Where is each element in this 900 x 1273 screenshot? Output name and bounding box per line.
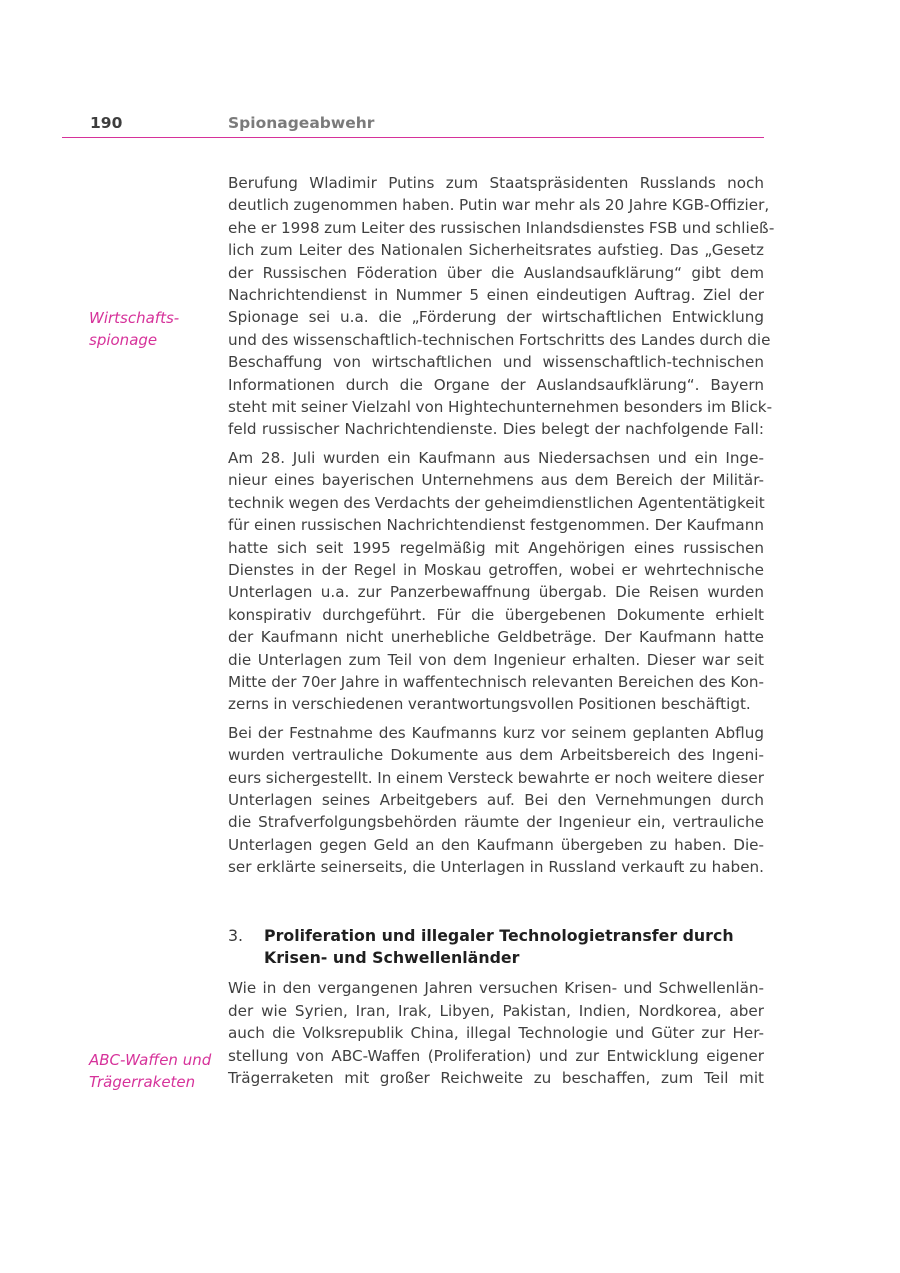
text-line: Mitte der 70er Jahre in waffentechnisch relevanten Bereichen des Kon- bbox=[228, 672, 764, 691]
section-heading bbox=[228, 925, 764, 970]
text-line: zerns in verschiedenen verantwortungsvollen Positionen beschäftigt. bbox=[228, 695, 751, 714]
section-title-line: Krisen- und Schwellenländer bbox=[264, 948, 520, 967]
paragraph bbox=[228, 722, 764, 879]
text-line: lich zum Leiter des Nationalen Sicherheitsrates aufstieg. Das „Gesetz bbox=[228, 241, 764, 260]
margin-note-line: Wirtschafts- bbox=[89, 309, 180, 327]
page-number: 190 bbox=[90, 114, 123, 132]
text-line: Nachrichtendienst in Nummer 5 einen eindeutigen Auftrag. Ziel der bbox=[228, 286, 764, 305]
text-line: der Kaufmann nicht unerhebliche Geldbeträge. Der Kaufmann hatte bbox=[228, 628, 764, 647]
running-title: Spionageabwehr bbox=[228, 114, 375, 132]
text-line: Informationen durch die Organe der Auslandsaufklärung“. Bayern bbox=[228, 375, 764, 394]
text-line: die Unterlagen zum Teil von dem Ingenieur erhalten. Dieser war seit bbox=[228, 650, 764, 669]
text-line: Bei der Festnahme des Kaufmanns kurz vor seinem geplanten Abflug bbox=[228, 723, 764, 742]
text-line: eurs sichergestellt. In einem Versteck bewahrte er noch weitere dieser bbox=[228, 768, 764, 787]
margin-note-abc-waffen bbox=[89, 1049, 219, 1094]
text-line: steht mit seiner Vielzahl von Hightechunternehmen besonders im Blick- bbox=[228, 398, 773, 417]
text-line: Berufung Wladimir Putins zum Staatspräsidenten Russlands noch bbox=[228, 174, 764, 192]
text-line: für einen russischen Nachrichtendienst festgenommen. Der Kaufmann bbox=[228, 516, 764, 535]
section-number: 3. bbox=[228, 925, 244, 945]
text-line: ser erklärte seinerseits, die Unterlagen in Russland verkauft zu haben. bbox=[228, 858, 764, 877]
text-line: hatte sich seit 1995 regelmäßig mit Angehörigen eines russischen bbox=[228, 538, 764, 557]
text-line: wurden vertrauliche Dokumente aus dem Arbeitsbereich des Ingeni- bbox=[228, 746, 764, 765]
section-title-line: Proliferation und illegaler Technologietransfer durch bbox=[264, 925, 734, 945]
paragraph bbox=[228, 447, 764, 716]
text-line: Spionage sei u.a. die „Förderung der wirtschaftlichen Entwicklung bbox=[228, 308, 764, 327]
text-line: technik wegen des Verdachts der geheimdienstlichen Agententätigkeit bbox=[228, 493, 765, 512]
text-line: auch die Volksrepublik China, illegal Technologie und Güter zur Her- bbox=[228, 1024, 764, 1043]
text-line: konspirativ durchgeführt. Für die übergebenen Dokumente erhielt bbox=[228, 605, 764, 624]
margin-note-line: spionage bbox=[89, 331, 158, 350]
text-line: ehe er 1998 zum Leiter des russischen Inlandsdienstes FSB und schließ- bbox=[228, 218, 775, 237]
text-line: Unterlagen u.a. zur Panzerbewaffnung übergab. Die Reisen wurden bbox=[228, 583, 764, 602]
page-header bbox=[62, 112, 764, 138]
text-line: deutlich zugenommen haben. Putin war mehr als 20 Jahre KGB-Offizier, bbox=[228, 196, 770, 215]
text-line: Wie in den vergangenen Jahren versuchen Krisen- und Schwellenlän- bbox=[228, 979, 764, 998]
text-line: stellung von ABC-Waffen (Proliferation) und zur Entwicklung eigener bbox=[228, 1046, 764, 1065]
margin-note-wirtschaftsspionage bbox=[89, 307, 219, 352]
text-line: und des wissenschaftlich-technischen Fortschritts des Landes durch die bbox=[228, 330, 771, 349]
text-line: Unterlagen gegen Geld an den Kaufmann übergeben zu haben. Die- bbox=[228, 835, 764, 854]
paragraph bbox=[228, 172, 775, 441]
text-line: nieur eines bayerischen Unternehmens aus dem Bereich der Militär- bbox=[228, 471, 764, 490]
text-line: feld russischer Nachrichtendienste. Dies belegt der nachfolgende Fall: bbox=[228, 420, 764, 439]
text-line: Unterlagen seines Arbeitgebers auf. Bei den Vernehmungen durch bbox=[228, 790, 764, 809]
text-line: der Russischen Föderation über die Auslandsaufklärung“ gibt dem bbox=[228, 263, 764, 282]
paragraph bbox=[228, 977, 764, 1089]
margin-note-line: Trägerraketen bbox=[89, 1073, 196, 1092]
text-line: die Strafverfolgungsbehörden räumte der Ingenieur ein, vertrauliche bbox=[228, 813, 764, 832]
text-line: Am 28. Juli wurden ein Kaufmann aus Niedersachsen und ein Inge- bbox=[228, 448, 764, 467]
header-rule bbox=[62, 137, 764, 138]
text-line: der wie Syrien, Iran, Irak, Libyen, Pakistan, Indien, Nordkorea, aber bbox=[228, 1001, 764, 1020]
text-line: Dienstes in der Regel in Moskau getroffen, wobei er wehrtechnische bbox=[228, 560, 764, 579]
text-line: Beschaffung von wirtschaftlichen und wissenschaftlich-technischen bbox=[228, 353, 764, 372]
margin-note-line: ABC-Waffen und bbox=[89, 1051, 212, 1069]
body-text bbox=[228, 172, 775, 1095]
text-line: Trägerraketen mit großer Reichweite zu beschaffen, zum Teil mit bbox=[228, 1069, 764, 1088]
